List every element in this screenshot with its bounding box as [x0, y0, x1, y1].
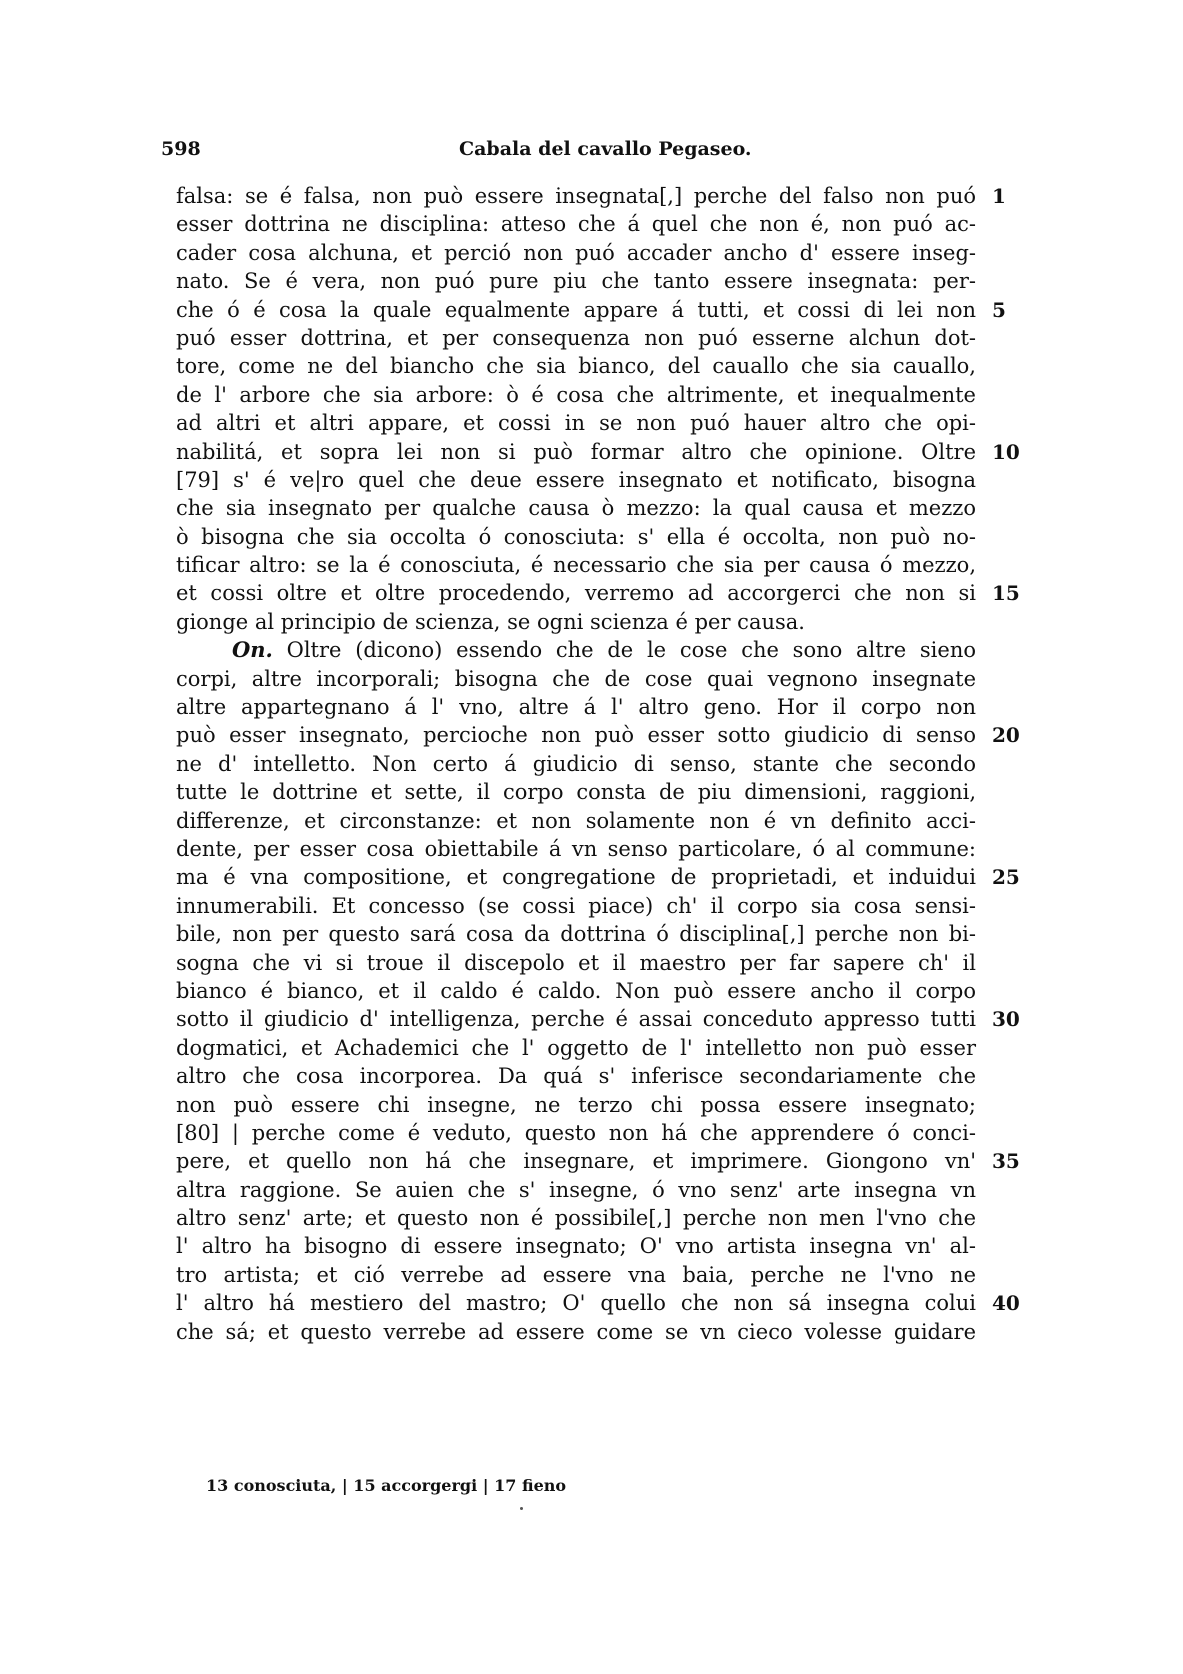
line-number: 30	[992, 1007, 1020, 1032]
line-text: l' altro há mestiero del mastro; O' quello che non sá insegna colui	[176, 1291, 976, 1316]
text-line	[176, 807, 976, 835]
line-text: tutte le dottrine et sette, il corpo consta de piu dimensioni, raggioni,	[176, 780, 976, 805]
speaker-label: On.	[232, 637, 273, 663]
line-text: Oltre (dicono) essendo che de le cose che sono altre sieno	[272, 638, 976, 663]
line-text: cader cosa alchuna, et perció non puó accader ancho d' essere inseg-	[176, 240, 976, 265]
stray-dot	[520, 1507, 523, 1510]
text-line	[176, 977, 976, 1005]
line-number: 20	[992, 723, 1020, 748]
text-line	[176, 438, 1020, 466]
line-text: non può essere chi insegne, ne terzo chi possa essere insegnato;	[176, 1092, 976, 1117]
text-line	[176, 721, 1020, 749]
text-line	[176, 1176, 976, 1204]
text-line	[176, 466, 976, 494]
body-text	[176, 182, 1020, 1346]
line-text: bianco é bianco, et il caldo é caldo. Non può essere ancho il corpo	[176, 978, 976, 1003]
text-line	[176, 296, 1006, 324]
text-line	[176, 1062, 976, 1090]
line-text: ne d' intelletto. Non certo á giudicio di senso, stante che secondo	[176, 751, 976, 776]
line-text: puó esser dottrina, et per consequenza non puó esserne alchun dot-	[176, 325, 976, 350]
line-text: che ó é cosa la quale equalmente appare á tutti, et cossi di lei non	[176, 297, 976, 322]
text-line	[176, 1289, 1020, 1317]
line-text: altro senz' arte; et questo non é possibile[,] perche non men l'vno che	[176, 1206, 976, 1231]
line-text: [80] | perche come é veduto, questo non há che apprendere ó conci-	[176, 1120, 976, 1145]
text-line	[176, 835, 976, 863]
line-number: 5	[992, 297, 1006, 322]
text-line	[176, 1204, 976, 1232]
line-text: pere, et quello non há che insegnare, et imprimere. Giongono vn'	[176, 1149, 976, 1174]
text-line	[176, 1147, 1020, 1175]
footnote-apparatus: 13 conosciuta, | 15 accorgergi | 17 fieno	[206, 1476, 567, 1495]
line-text: esser dottrina ne disciplina: atteso che á quel che non é, non puó ac-	[176, 212, 976, 237]
line-text: ad altri et altri appare, et cossi in se non puó hauer altro che opi-	[176, 411, 976, 436]
text-line	[176, 182, 1006, 210]
text-line	[176, 778, 976, 806]
line-number: 10	[992, 439, 1020, 464]
line-text: innumerabili. Et concesso (se cossi piace) ch' il corpo sia cosa sensi-	[176, 893, 976, 918]
line-text: può esser insegnato, percioche non può esser sotto giudicio di senso	[176, 723, 976, 748]
text-line	[176, 693, 976, 721]
text-line	[176, 1318, 976, 1346]
line-text: de l' arbore che sia arbore: ò é cosa che altrimente, et inequalmente	[176, 382, 976, 407]
page-header	[161, 138, 1001, 170]
text-line	[176, 1261, 976, 1289]
line-text: tro artista; et ció verrebe ad essere vna baia, perche ne l'vno ne	[176, 1262, 976, 1287]
line-text: altra raggione. Se auien che s' insegne, ó vno senz' arte insegna vn	[176, 1177, 976, 1202]
line-text: bile, non per questo sará cosa da dottrina ó disciplina[,] perche non bi-	[176, 922, 976, 947]
line-text: differenze, et circonstanze: et non solamente non é vn definito acci-	[176, 808, 976, 833]
text-line	[176, 750, 976, 778]
running-title: Cabala del cavallo Pegaseo.	[459, 138, 752, 160]
text-line	[176, 381, 976, 409]
line-text: sotto il giudicio d' intelligenza, perche é assai conceduto appresso tutti	[176, 1007, 976, 1032]
line-text: [79] s' é ve|ro quel che deue essere insegnato et notificato, bisogna	[176, 467, 976, 492]
line-text: nabilitá, et sopra lei non si può formar altro che opinione. Oltre	[176, 439, 976, 464]
text-line	[176, 551, 976, 579]
line-text: che sá; et questo verrebe ad essere come se vn cieco volesse guidare	[176, 1319, 976, 1344]
text-line	[176, 636, 976, 664]
text-line	[176, 920, 976, 948]
text-line	[176, 523, 976, 551]
line-text: gionge al principio de scienza, se ogni scienza é per causa.	[176, 609, 805, 634]
line-number: 40	[992, 1291, 1020, 1316]
text-line	[176, 494, 976, 522]
text-line	[176, 608, 976, 636]
text-line	[176, 267, 976, 295]
line-number: 15	[992, 581, 1020, 606]
text-line	[176, 1034, 976, 1062]
text-line	[176, 352, 976, 380]
line-text: altro che cosa incorporea. Da quá s' inferisce secondariamente che	[176, 1064, 976, 1089]
line-text: ò bisogna che sia occolta ó conosciuta: s' ella é occolta, non può no-	[176, 524, 976, 549]
line-number: 35	[992, 1149, 1020, 1174]
text-line	[176, 324, 976, 352]
text-line	[176, 1005, 1020, 1033]
line-text: tore, come ne del biancho che sia bianco, del cauallo che sia cauallo,	[176, 354, 976, 379]
text-line	[176, 210, 976, 238]
line-text: nato. Se é vera, non puó pure piu che tanto essere insegnata: per-	[176, 269, 976, 294]
text-line	[176, 239, 976, 267]
text-line	[176, 1232, 976, 1260]
text-line	[176, 409, 976, 437]
line-text: falsa: se é falsa, non può essere insegnata[,] perche del falso non puó	[176, 184, 976, 208]
line-text: che sia insegnato per qualche causa ò mezzo: la qual causa et mezzo	[176, 496, 976, 521]
line-text: dente, per esser cosa obiettabile á vn senso particolare, ó al commune:	[176, 836, 976, 861]
text-line	[176, 949, 976, 977]
line-text: dogmatici, et Achademici che l' oggetto de l' intelletto non può esser	[176, 1035, 976, 1060]
line-text: corpi, altre incorporali; bisogna che de cose quai vegnono insegnate	[176, 666, 976, 691]
line-number: 25	[992, 865, 1020, 890]
line-text: tificar altro: se la é conosciuta, é necessario che sia per causa ó mezzo,	[176, 553, 976, 578]
text-line	[176, 892, 976, 920]
text-line	[176, 579, 1020, 607]
line-text: altre appartegnano á l' vno, altre á l' altro geno. Hor il corpo non	[176, 695, 976, 720]
line-text: et cossi oltre et oltre procedendo, verremo ad accorgerci che non si	[176, 581, 976, 606]
text-line	[176, 863, 1020, 891]
text-line	[176, 665, 976, 693]
line-text: l' altro ha bisogno di essere insegnato; O' vno artista insegna vn' al-	[176, 1234, 976, 1259]
text-line	[176, 1119, 976, 1147]
text-line	[176, 1091, 976, 1119]
line-text: ma é vna compositione, et congregatione de proprietadi, et induidui	[176, 865, 976, 890]
page-number: 598	[161, 138, 201, 160]
line-text: sogna che vi si troue il discepolo et il maestro per far sapere ch' il	[176, 950, 976, 975]
line-number: 1	[992, 184, 1006, 208]
